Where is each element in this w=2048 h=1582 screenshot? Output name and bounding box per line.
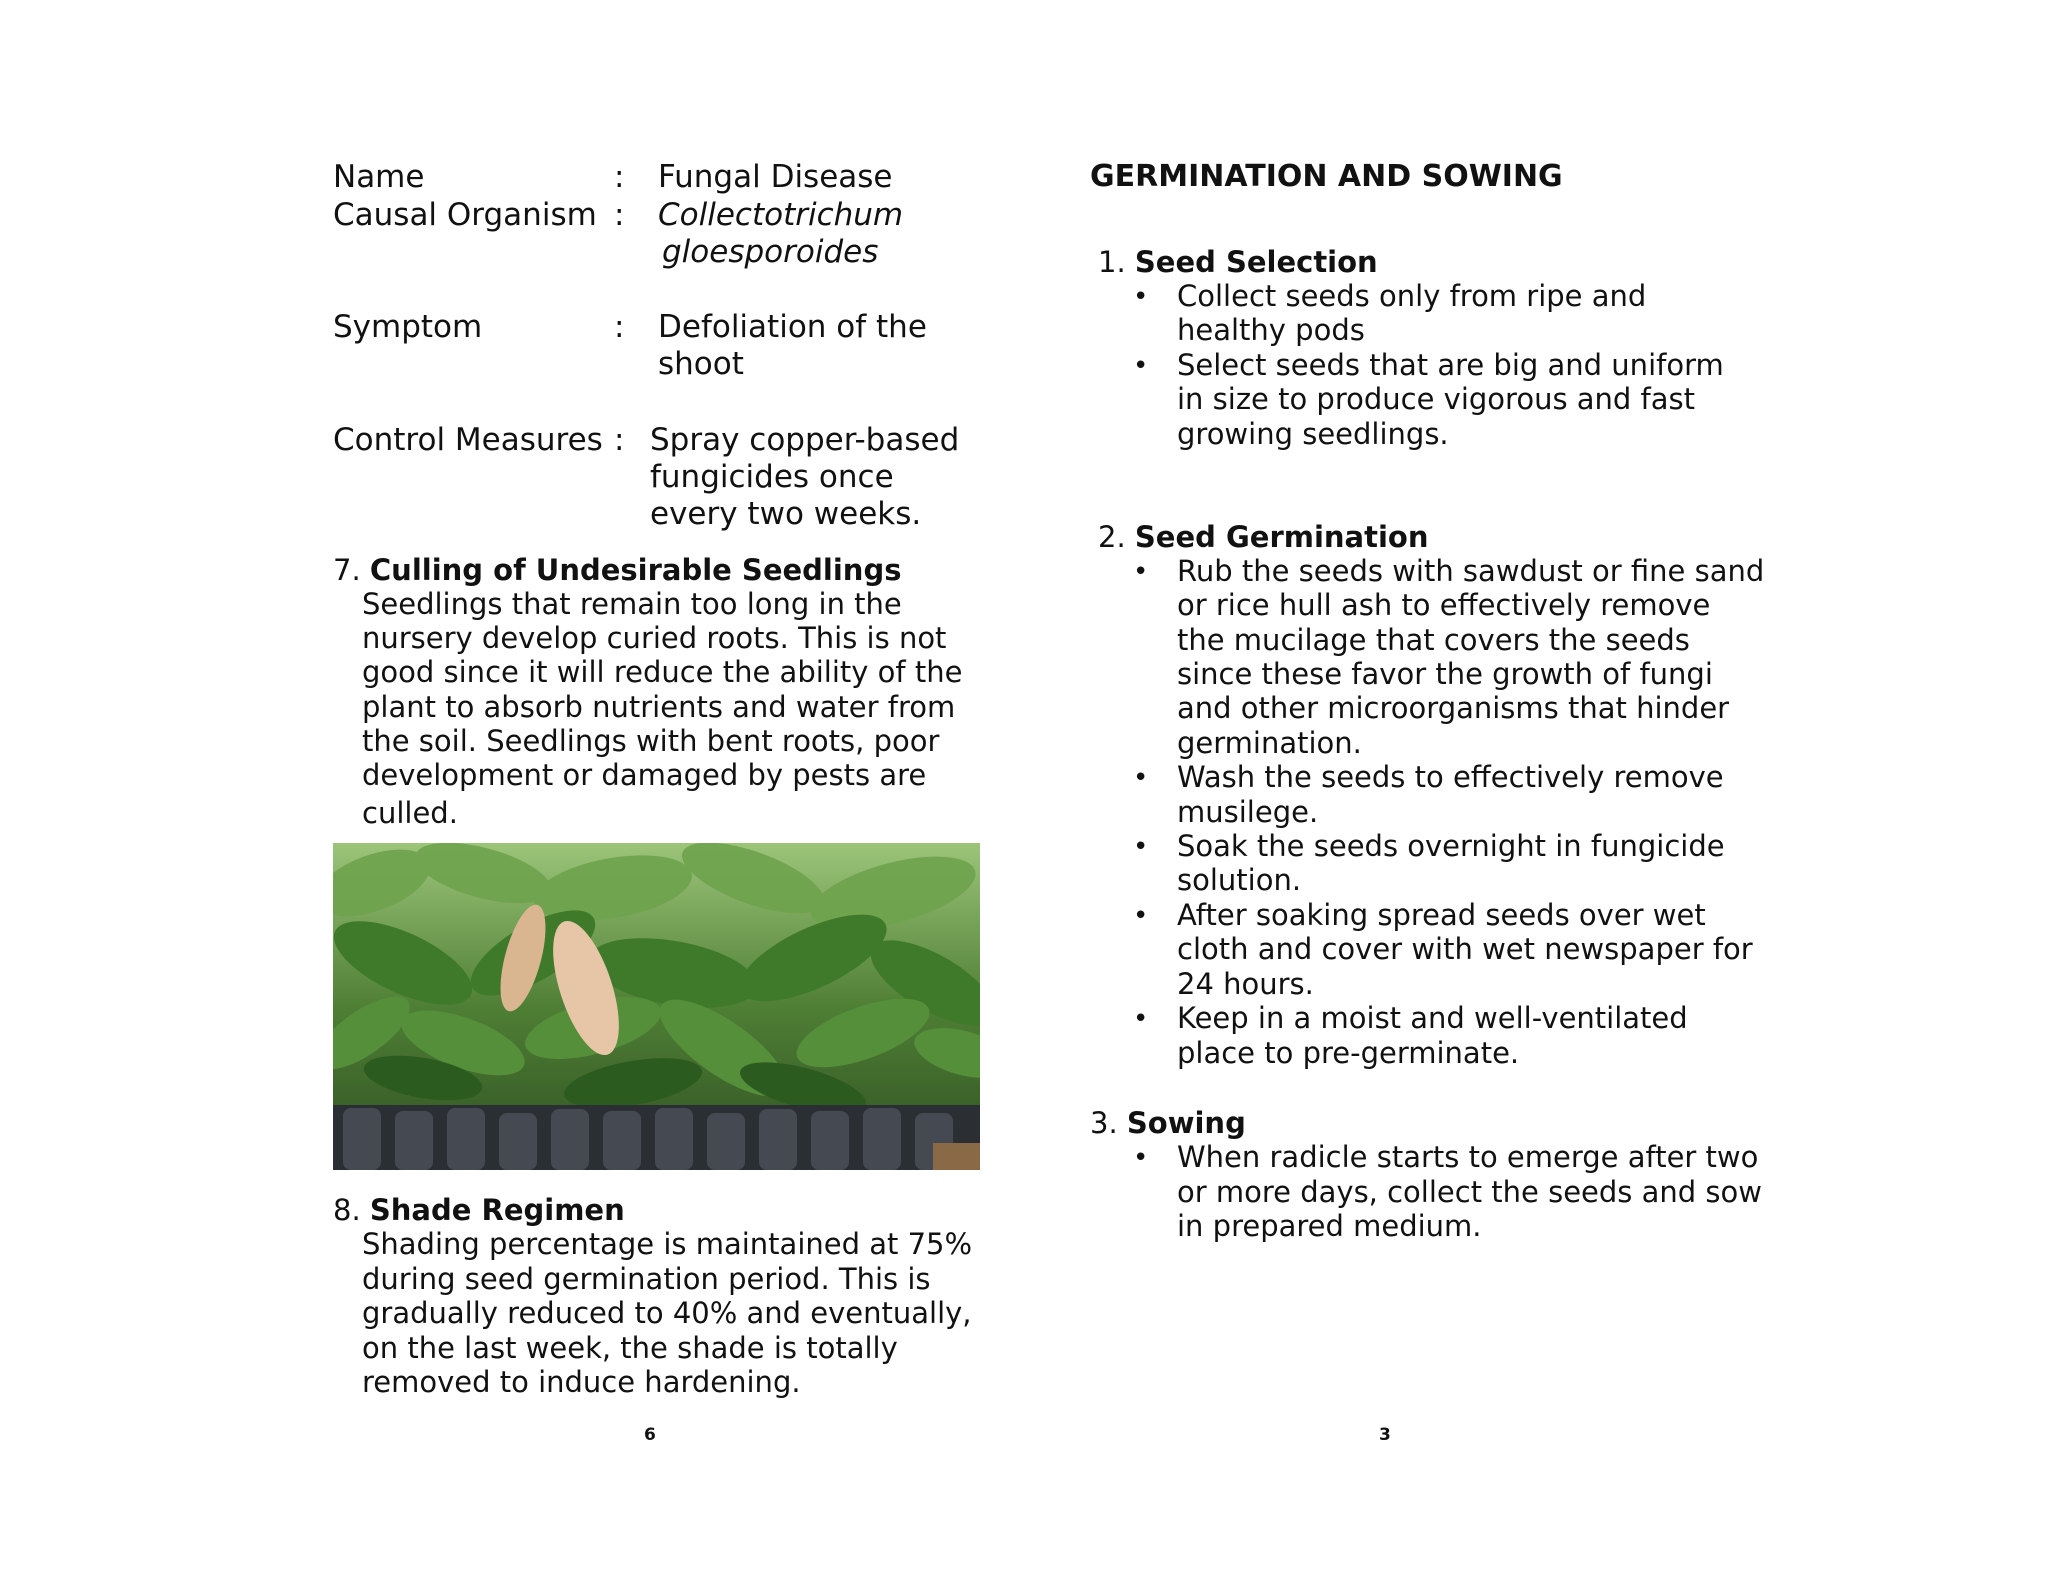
name-value: Fungal Disease bbox=[658, 159, 893, 195]
page-number: 3 bbox=[1379, 1425, 1391, 1445]
section-number: 8. bbox=[333, 1193, 361, 1227]
seedlings-photo bbox=[333, 843, 980, 1170]
symptom-label: Symptom bbox=[333, 309, 483, 345]
bullet-line: solution. bbox=[1177, 863, 1302, 897]
bullet-icon: • bbox=[1133, 351, 1149, 381]
section-heading bbox=[1090, 1106, 1246, 1140]
seedlings-photo-illustration bbox=[333, 843, 980, 1170]
control-measures-value: every two weeks. bbox=[650, 496, 922, 532]
bullet-line: After soaking spread seeds over wet bbox=[1177, 898, 1706, 932]
bullet-line: healthy pods bbox=[1177, 313, 1365, 347]
bullet-line: Keep in a moist and well-ventilated bbox=[1177, 1001, 1688, 1035]
control-measures-value: Spray copper-based bbox=[650, 422, 960, 458]
bullet-line: or rice hull ash to effectively remove bbox=[1177, 588, 1711, 622]
bullet-icon: • bbox=[1133, 1143, 1149, 1173]
section-number: 1. bbox=[1098, 245, 1126, 279]
symptom-value: shoot bbox=[658, 346, 744, 382]
section-heading bbox=[333, 1193, 625, 1227]
colon: : bbox=[614, 422, 625, 458]
bullet-icon: • bbox=[1133, 1004, 1149, 1034]
bullet-line: Wash the seeds to effectively remove bbox=[1177, 760, 1724, 794]
control-measures-label: Control Measures bbox=[333, 422, 603, 458]
section-heading bbox=[1098, 520, 1429, 554]
paragraph-line: nursery develop curied roots. This is not bbox=[362, 621, 947, 655]
paragraph-line: good since it will reduce the ability of the bbox=[362, 655, 963, 689]
paragraph-line: during seed germination period. This is bbox=[362, 1262, 931, 1296]
bullet-line: growing seedlings. bbox=[1177, 417, 1449, 451]
paragraph-line: Shading percentage is maintained at 75% bbox=[362, 1227, 973, 1261]
bullet-line: and other microorganisms that hinder bbox=[1177, 691, 1730, 725]
symptom-value: Defoliation of the bbox=[658, 309, 927, 345]
section-title: Seed Germination bbox=[1134, 520, 1429, 554]
paragraph-line: development or damaged by pests are bbox=[362, 758, 927, 792]
bullet-line: cloth and cover with wet newspaper for bbox=[1177, 932, 1753, 966]
section-title: Sowing bbox=[1126, 1106, 1246, 1140]
causal-organism-value: Collectotrichum bbox=[658, 197, 904, 233]
paragraph-line: the soil. Seedlings with bent roots, poor bbox=[362, 724, 940, 758]
causal-organism-label: Causal Organism bbox=[333, 197, 597, 233]
causal-organism-value: gloesporoides bbox=[662, 234, 879, 270]
bullet-icon: • bbox=[1133, 901, 1149, 931]
colon: : bbox=[614, 159, 625, 195]
paragraph-line: Seedlings that remain too long in the bbox=[362, 587, 902, 621]
bullet-line: the mucilage that covers the seeds bbox=[1177, 623, 1690, 657]
paragraph-line: culled. bbox=[362, 796, 458, 830]
section-heading bbox=[1098, 245, 1378, 279]
bullet-icon: • bbox=[1133, 763, 1149, 793]
bullet-icon: • bbox=[1133, 557, 1149, 587]
control-measures-value: fungicides once bbox=[650, 459, 894, 495]
bullet-line: Collect seeds only from ripe and bbox=[1177, 279, 1647, 313]
bullet-line: in size to produce vigorous and fast bbox=[1177, 382, 1696, 416]
bullet-line: since these favor the growth of fungi bbox=[1177, 657, 1713, 691]
section-number: 3. bbox=[1090, 1106, 1118, 1140]
bullet-line: Rub the seeds with sawdust or fine sand bbox=[1177, 554, 1765, 588]
section-number: 7. bbox=[333, 553, 361, 587]
colon: : bbox=[614, 197, 625, 233]
bullet-line: in prepared medium. bbox=[1177, 1209, 1482, 1243]
section-title: Culling of Undesirable Seedlings bbox=[369, 553, 902, 587]
section-title: Shade Regimen bbox=[369, 1193, 625, 1227]
section-heading bbox=[333, 553, 901, 587]
section-title: Seed Selection bbox=[1134, 245, 1378, 279]
bullet-line: or more days, collect the seeds and sow bbox=[1177, 1175, 1762, 1209]
bullet-line: musilege. bbox=[1177, 795, 1319, 829]
bullet-line: germination. bbox=[1177, 726, 1362, 760]
bullet-line: place to pre-germinate. bbox=[1177, 1036, 1520, 1070]
page-title: GERMINATION AND SOWING bbox=[1090, 159, 1563, 194]
bullet-line: When radicle starts to emerge after two bbox=[1177, 1140, 1759, 1174]
bullet-icon: • bbox=[1133, 282, 1149, 312]
paragraph-line: plant to absorb nutrients and water from bbox=[362, 690, 956, 724]
paragraph-line: gradually reduced to 40% and eventually, bbox=[362, 1296, 972, 1330]
paragraph-line: on the last week, the shade is totally bbox=[362, 1331, 898, 1365]
colon: : bbox=[614, 309, 625, 345]
bullet-icon: • bbox=[1133, 832, 1149, 862]
page-number: 6 bbox=[644, 1425, 656, 1445]
section-number: 2. bbox=[1098, 520, 1126, 554]
paragraph-line: removed to induce hardening. bbox=[362, 1365, 801, 1399]
bullet-line: Select seeds that are big and uniform bbox=[1177, 348, 1724, 382]
bullet-line: Soak the seeds overnight in fungicide bbox=[1177, 829, 1725, 863]
name-label: Name bbox=[333, 159, 425, 195]
bullet-line: 24 hours. bbox=[1177, 967, 1314, 1001]
